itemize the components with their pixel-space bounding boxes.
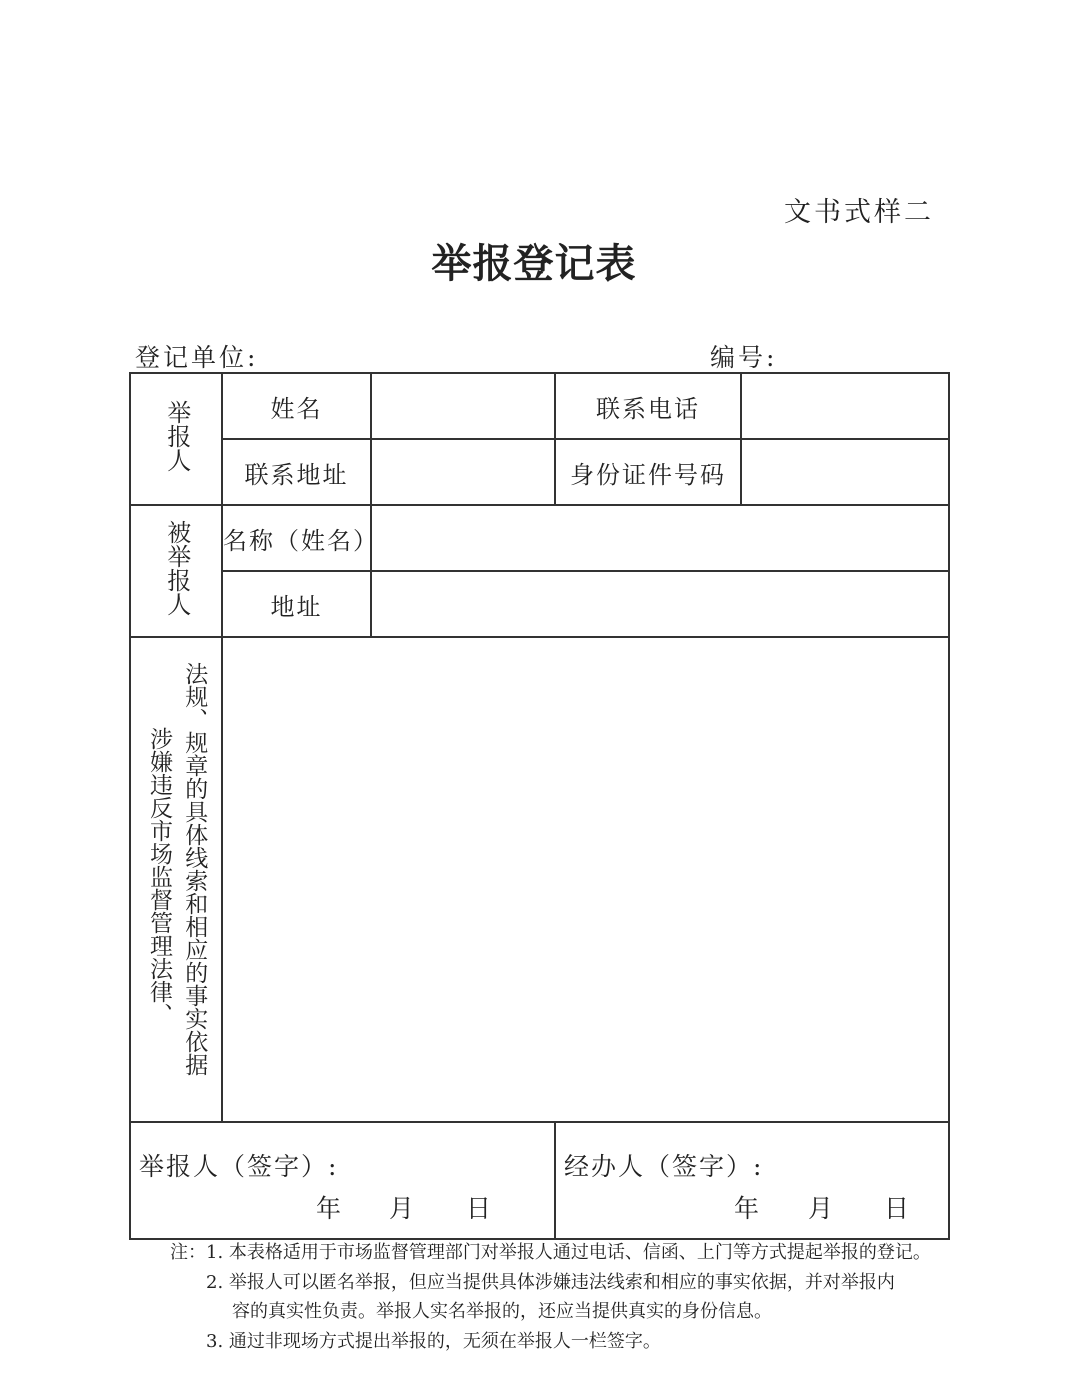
phone-label: 联系电话: [555, 373, 741, 439]
id-number-field[interactable]: [741, 439, 949, 505]
reported-group-label: 被举报人: [162, 520, 191, 616]
handler-month-label: 月: [808, 1194, 836, 1223]
address-field[interactable]: [371, 439, 555, 505]
violation-label-cell: [130, 637, 222, 1122]
reporter-year-label: 年: [316, 1194, 344, 1223]
report-registration-table: [129, 372, 950, 1240]
name-label: 姓名: [222, 373, 371, 439]
reporter-signature-cell[interactable]: [130, 1122, 555, 1239]
violation-label-line-1: 法规、规章的具体线索和相应的事实依据: [181, 661, 208, 1076]
reported-name-label: 名称（姓名）: [222, 505, 371, 571]
reporter-group-cell: [130, 373, 222, 505]
note-item-3: 3. 通过非现场方式提出举报的，无须在举报人一栏签字。: [206, 1331, 661, 1352]
note-item-2: 2. 举报人可以匿名举报，但应当提供具体涉嫌违法线索和相应的事实依据，并对举报内: [206, 1272, 895, 1293]
registration-unit-label: 登记单位:: [135, 343, 259, 372]
note-item-1: 1. 本表格适用于市场监督管理部门对举报人通过电话、信函、上门等方式提起举报的登记。: [206, 1242, 931, 1263]
reported-group-cell: [130, 505, 222, 637]
handler-year-label: 年: [734, 1194, 762, 1223]
reporter-group-label: 举报人: [162, 400, 191, 472]
note-item-2-continued: 容的真实性负责。举报人实名举报的，还应当提供真实的身份信息。: [232, 1301, 772, 1322]
reporter-signature-label: 举报人（签字）:: [139, 1152, 339, 1181]
name-field[interactable]: [371, 373, 555, 439]
serial-number-label: 编号:: [710, 343, 778, 372]
address-label: 联系地址: [222, 439, 371, 505]
handler-signature-label: 经办人（签字）:: [564, 1152, 764, 1181]
notes-prefix: 注：: [170, 1242, 206, 1263]
id-number-label: 身份证件号码: [555, 439, 741, 505]
reported-address-field[interactable]: [371, 571, 949, 637]
document-style-label: 文书式样二: [784, 197, 934, 228]
reported-name-field[interactable]: [371, 505, 949, 571]
reporter-day-label: 日: [466, 1194, 494, 1223]
violation-details-field[interactable]: [222, 637, 949, 1122]
phone-field[interactable]: [741, 373, 949, 439]
handler-signature-cell[interactable]: [555, 1122, 949, 1239]
page-title: 举报登记表: [431, 240, 637, 287]
reported-address-label: 地址: [222, 571, 371, 637]
violation-label-line-2: 涉嫌违反市场监督管理法律、: [146, 726, 172, 1026]
reporter-month-label: 月: [389, 1194, 417, 1223]
handler-day-label: 日: [884, 1194, 912, 1223]
